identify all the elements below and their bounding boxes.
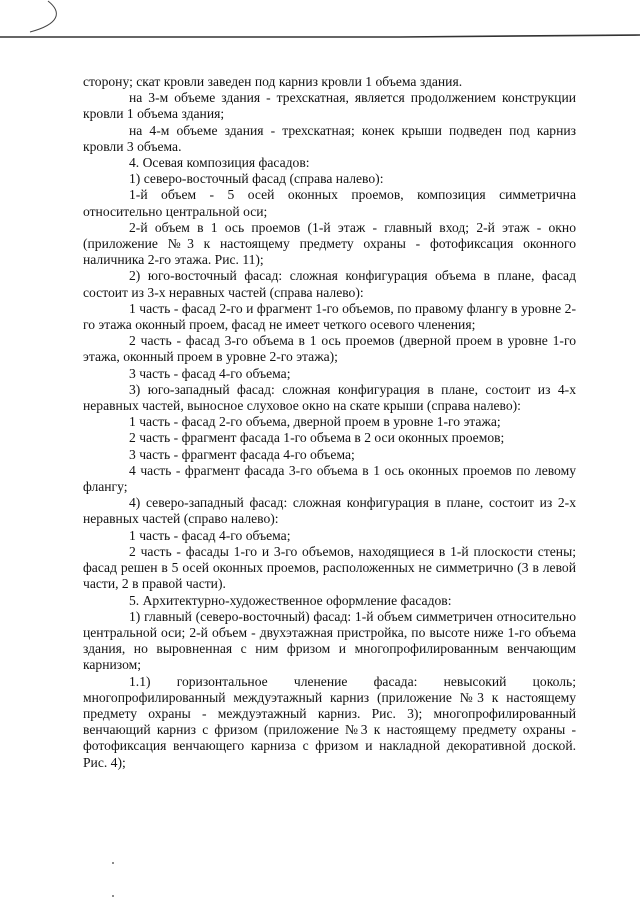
paragraph: 2 часть - фасад 3-го объема в 1 ось проемов (дверной проем в уровне 1-го этажа, оконный проем в уровне 2-го этажа); (83, 333, 576, 365)
paragraph: 4. Осевая композиция фасадов: (129, 155, 310, 171)
paragraph: 2 часть - фрагмент фасада 1-го объема в 2 оси оконных проемов; (129, 430, 505, 446)
scan-edge-mark (0, 0, 640, 40)
paragraph: 3 часть - фрагмент фасада 4-го объема; (129, 446, 355, 462)
paragraph: 2 часть - фасады 1-го и 3-го объемов, находящиеся в 1-й плоскости стены; фасад решен в 5 осей оконных проемов, расположенных не симметрично (3 в левой части, 2 в правой части). (83, 543, 576, 592)
paragraph: на 4-м объеме здания - трехскатная; конек крыши подведен под карниз кровли 3 объема. (83, 122, 576, 154)
paragraph: 1.1) горизонтальное членение фасада: невысокий цоколь; многопрофилированный междуэтажный карниз (приложение №3 к настоящему предмету охраны - междуэтажный карниз. Рис. 3); многопрофилированный венчающий карниз с фризом (приложение №3 к настоящему предмету охраны - фотофиксация венчающего карниза с фризом и накладной декоративной доской. Рис. 4); (83, 673, 576, 770)
paragraph: 1 часть - фасад 4-го объема; (129, 527, 291, 543)
paragraph: 1) главный (северо-восточный) фасад: 1-й объем симметричен относительно центральной оси; 2-й объем - двухэтажная пристройка, по высоте ниже 1-го объема здания, но выровненная с ним фризом и многопрофилированным венчающим карнизом; (83, 608, 576, 673)
paragraph: 1 часть - фасад 2-го и фрагмент 1-го объемов, по правому флангу в уровне 2-го этажа оконный проем, фасад не имеет четкого осевого членения; (83, 300, 576, 333)
paragraph: 4) северо-западный фасад: сложная конфигурация в плане, состоит из 2-х неравных частей (справо налево): (83, 495, 576, 527)
scan-speck (112, 862, 114, 864)
paragraph: 3 часть - фасад 4-го объема; (129, 365, 291, 381)
document-page (83, 74, 576, 771)
paragraph: 2-й объем в 1 ось проемов (1-й этаж - главный вход; 2-й этаж - окно (приложение №3 к настоящему предмету охраны - фотофиксация оконного наличника 2-го этажа. Рис. 11); (83, 219, 576, 268)
paragraph: сторону; скат кровли заведен под карниз кровли 1 объема здания. (83, 74, 463, 89)
paragraph: 1-й объем - 5 осей оконных проемов, композиция симметрична относительно центральной оси; (83, 187, 576, 219)
paragraph: 1) северо-восточный фасад (справа налево): (129, 171, 384, 187)
scan-speck (112, 895, 114, 897)
paragraph: 2) юго-восточный фасад: сложная конфигурация объема в плане, фасад состоит из 3-х неравных частей (справа налево): (83, 268, 576, 300)
paragraph: 1 часть - фасад 2-го объема, дверной проем в уровне 1-го этажа; (129, 414, 501, 430)
paragraph: на 3-м объеме здания - трехскатная, является продолжением конструкции кровли 1 объема здания; (83, 90, 576, 122)
paragraph: 4 часть - фрагмент фасада 3-го объема в 1 ось оконных проемов по левому флангу; (83, 462, 576, 495)
paragraph: 3) юго-западный фасад: сложная конфигурация в плане, состоит из 4-х неравных частей, выносное слуховое окно на скате крыши (справа налево): (83, 381, 576, 414)
paragraph: 5. Архитектурно-художественное оформление фасадов: (129, 592, 452, 608)
